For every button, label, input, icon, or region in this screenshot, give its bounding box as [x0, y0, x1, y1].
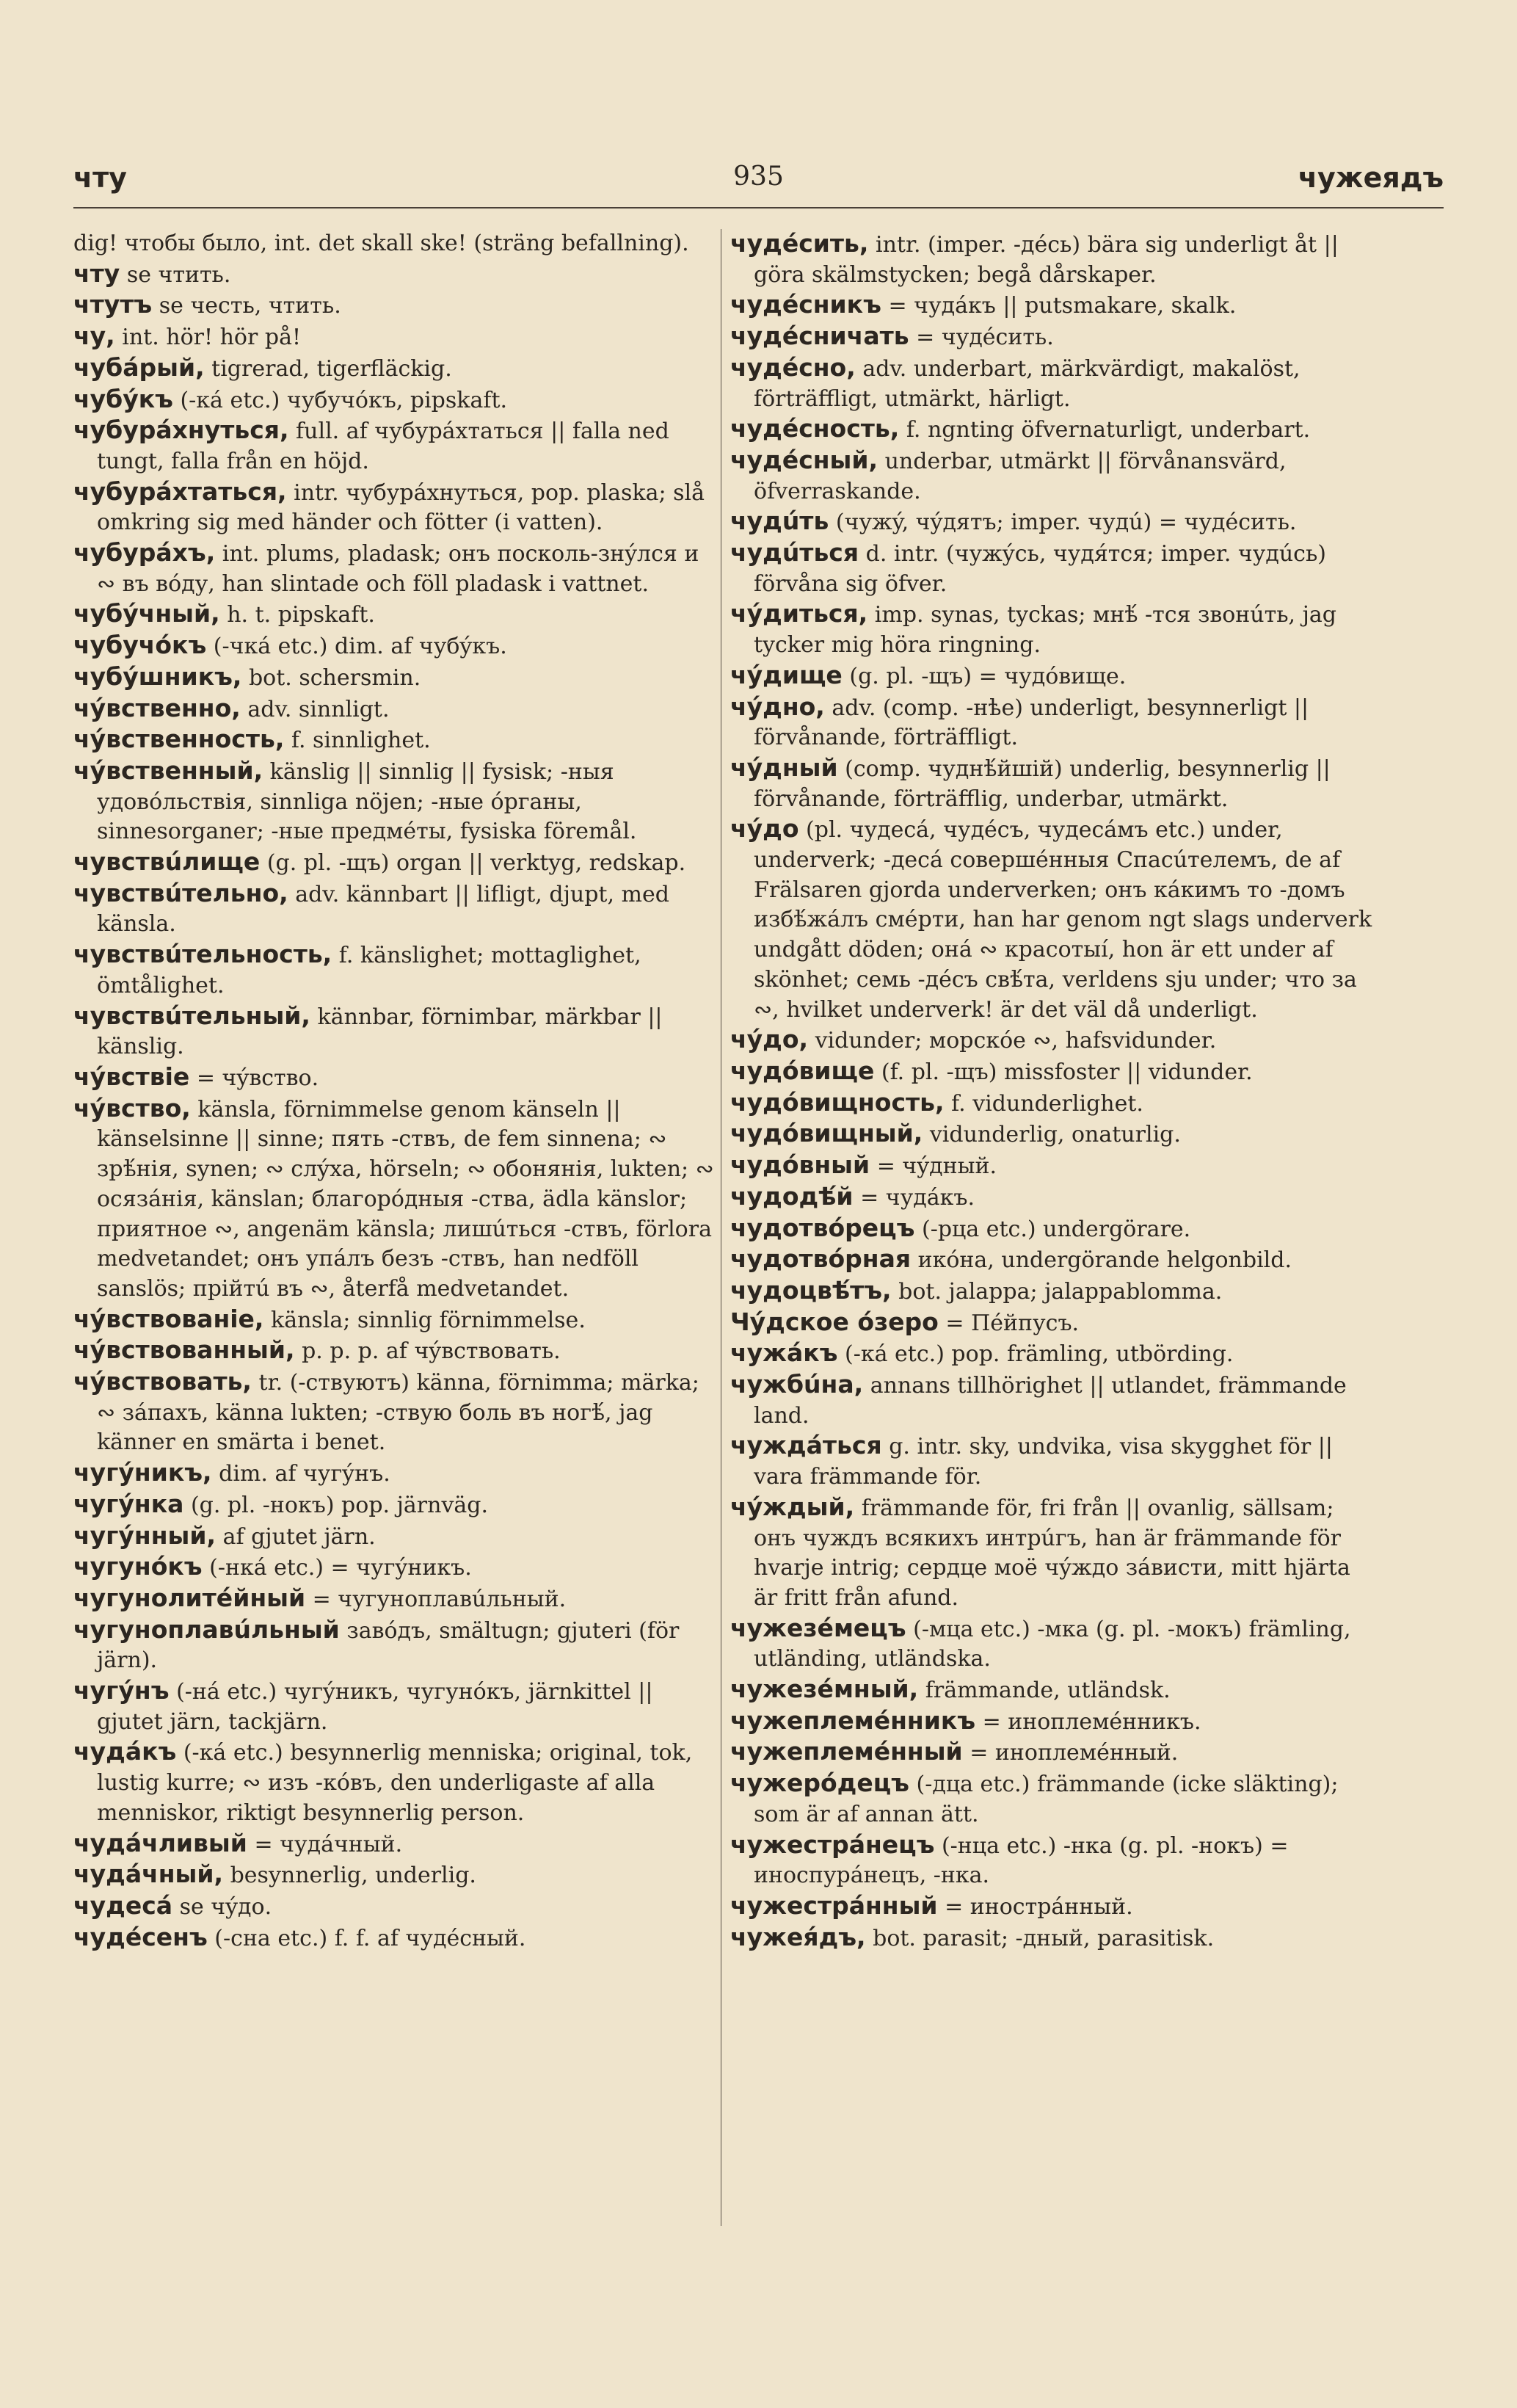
dictionary-entry — [73, 694, 719, 725]
entry-headword: чýдо — [730, 814, 799, 844]
dictionary-entry — [730, 1830, 1376, 1891]
entry-headword: чувствúтельный, — [73, 1001, 310, 1030]
entry-headword: чýждый, — [730, 1492, 855, 1521]
columns — [73, 229, 1444, 2226]
entry-definition: (-чкá etc.) dim. af чубýкъ. — [213, 634, 507, 660]
header-rule — [73, 207, 1444, 208]
dictionary-entry — [730, 1769, 1376, 1829]
dictionary-entry — [73, 940, 719, 1001]
entry-headword: чугýникъ, — [73, 1458, 212, 1487]
dictionary-entry — [73, 1829, 719, 1860]
entry-definition: känslig || sinnlig || fysisk; -ныя удовóльствія, sinnliga nöjen; -ные óрганы, sinnesorganer; -ные предмéты, fysiska föremål. — [97, 758, 637, 845]
entry-definition: (-мца etc.) -мка (g. pl. -мокъ) främling, utländing, utländska. — [754, 1616, 1351, 1672]
entry-definition: = чудáчный. — [254, 1831, 403, 1857]
entry-headword: чубýчный, — [73, 599, 220, 628]
entry-definition: (f. pl. -щъ) missfoster || vidunder. — [881, 1059, 1253, 1085]
dictionary-entry — [73, 290, 719, 322]
entry-definition: underbar, utmärkt || förvånansvärd, öfverraskande. — [754, 448, 1287, 504]
entry-definition: af gjutet järn. — [222, 1523, 376, 1550]
entry-headword: чудéсно, — [730, 352, 856, 382]
entry-headword: чудúться — [730, 538, 859, 567]
dictionary-entry — [730, 692, 1376, 753]
dictionary-entry — [73, 1490, 719, 1521]
dictionary-entry — [73, 1615, 719, 1676]
dictionary-entry — [73, 259, 719, 291]
dictionary-entry — [73, 1923, 719, 1954]
entry-definition: f. ngnting öfvernaturligt, underbart. — [906, 417, 1311, 443]
entry-definition: kännbar, förnimbar, märkbar || känslig. — [97, 1004, 663, 1060]
dictionary-entry — [730, 1150, 1376, 1182]
entry-definition: (pl. чудесá, чудéсъ, чудесáмъ etc.) under, underverk; -десá совершéнныя Спасúтелемъ, de af Frälsaren gjorda underverken; онъ кáкимъ то -домъ избѣ́жáлъ смéрти, han har genom ngt slags underverk undgått döden; онá ∾ красотыí, hon är ett under af skönhet; семь -дéсъ свѣ́та, verldens sju under; что за ∾, hvilket underverk! är det väl då underligt. — [754, 817, 1372, 1023]
dictionary-entry — [73, 477, 719, 538]
entry-definition: se чýдо. — [179, 1893, 272, 1920]
entry-definition: (-нкá etc.) = чугýникъ. — [209, 1555, 472, 1581]
entry-headword: чудоцвѣ́тъ, — [730, 1275, 892, 1305]
entry-definition: imp. synas, tyckas; мнѣ́ -тся звонúть, jag tycker mig höra ringning. — [754, 602, 1337, 659]
entry-definition: = чудéсить. — [916, 324, 1054, 351]
entry-headword: чýвственный, — [73, 755, 263, 785]
entry-definition: tr. (-ствуютъ) känna, förnimma; märka; ∾ зáпахъ, känna lukten; -ствую боль въ ногѣ́, jag känner en smärta i benet. — [97, 1370, 699, 1456]
entry-headword: чудодѣ́й — [730, 1181, 854, 1211]
dictionary-entry — [730, 1182, 1376, 1214]
entry-definition: (-рца etc.) undergörare. — [921, 1216, 1191, 1242]
entry-headword: чубурáхнуться, — [73, 416, 289, 445]
entry-definition: = иноплемéнникъ. — [982, 1708, 1201, 1735]
dictionary-entry — [73, 1584, 719, 1615]
entry-definition: (g. pl. -нокъ) pop. järnväg. — [190, 1492, 489, 1518]
entry-headword: чудотвóрецъ — [730, 1213, 915, 1242]
entry-definition: = чугуноплавúльный. — [312, 1586, 567, 1612]
dictionary-entry — [73, 1335, 719, 1367]
entry-definition: (чужý, чýдятъ; imper. чудú) = чудéсить. — [835, 509, 1297, 536]
entry-headword: чудéсить, — [730, 229, 869, 258]
dictionary-entry — [73, 385, 719, 416]
right-column — [730, 229, 1376, 1954]
entry-headword: чубучóкъ — [73, 631, 207, 660]
header-right-guideword: чужеядъ — [1298, 162, 1444, 194]
entry-headword: чужерóдецъ — [730, 1769, 909, 1798]
entry-definition: dim. af чугýнъ. — [219, 1461, 390, 1487]
entry-headword: чýдно, — [730, 692, 825, 721]
entry-definition: besynnerlig, underlig. — [230, 1863, 476, 1889]
dictionary-entry — [73, 353, 719, 385]
entry-definition: = Пéйпусъ. — [945, 1310, 1080, 1336]
dictionary-entry — [73, 229, 719, 259]
dictionary-entry — [730, 1244, 1376, 1276]
entry-headword: чýвственно, — [73, 693, 241, 722]
dictionary-entry — [730, 753, 1376, 814]
entry-headword: чу, — [73, 322, 115, 351]
entry-definition: = чýвство. — [196, 1065, 319, 1091]
entry-headword: чубурáхъ, — [73, 538, 216, 567]
entry-definition: adv. kännbart || lifligt, djupt, med känsla. — [97, 881, 669, 938]
dictionary-entry — [730, 322, 1376, 353]
entry-definition: int. plums, pladask; онъ посколь-знýлся и ∾ въ вóду, han slintade och föll pladask i vattnet. — [97, 541, 699, 597]
dictionary-entry — [730, 1056, 1376, 1088]
dictionary-entry — [730, 1891, 1376, 1923]
dictionary-entry — [73, 1676, 719, 1737]
running-header — [73, 162, 1444, 206]
entry-headword: чýдо, — [730, 1025, 809, 1054]
dictionary-entry — [73, 1094, 719, 1305]
entry-headword: чудúть — [730, 507, 829, 536]
dictionary-entry — [730, 1308, 1376, 1339]
entry-headword: чужезéмецъ — [730, 1613, 906, 1642]
entry-headword: чубýкъ — [73, 384, 173, 413]
dictionary-entry — [730, 1706, 1376, 1738]
entry-headword: чувствúтельность, — [73, 940, 332, 969]
entry-definition: p. p. p. af чýвствовать. — [302, 1338, 561, 1365]
entry-headword: чугýнный, — [73, 1520, 217, 1550]
dictionary-entry — [730, 1614, 1376, 1675]
entry-headword: чугýнка — [73, 1489, 184, 1518]
entry-headword: чтутъ — [73, 290, 153, 319]
dictionary-entry — [730, 814, 1376, 1025]
dictionary-entry — [730, 1737, 1376, 1769]
entry-definition: full. af чубурáхтаться || falla ned tungt, falla från en höjd. — [97, 418, 669, 474]
entry-definition: se чтить. — [126, 261, 231, 288]
entry-headword: чýвственность, — [73, 725, 285, 754]
entry-definition: икóна, undergörande helgonbild. — [917, 1247, 1292, 1274]
dictionary-entry — [730, 353, 1376, 414]
entry-definition: завóдъ, smältugn; gjuteri (för järn). — [97, 1617, 680, 1674]
entry-headword: чýдиться, — [730, 599, 868, 628]
dictionary-entry — [73, 725, 719, 756]
dictionary-entry — [73, 1552, 719, 1584]
dictionary-entry — [73, 538, 719, 599]
entry-headword: чудéсничать — [730, 322, 909, 351]
dictionary-entry — [730, 599, 1376, 660]
entry-headword: чту — [73, 258, 120, 288]
dictionary-entry — [73, 847, 719, 879]
dictionary-entry — [73, 416, 719, 476]
dictionary-entry — [730, 1338, 1376, 1370]
entry-headword: чугунóкъ — [73, 1552, 203, 1581]
entry-definition: (g. pl. -щъ) organ || verktyg, redskap. — [266, 850, 686, 877]
entry-headword: чубáрый, — [73, 352, 205, 382]
page-number: 935 — [733, 162, 784, 192]
dictionary-entry — [730, 1119, 1376, 1150]
entry-headword: чужеплемéнный — [730, 1737, 963, 1766]
entry-definition: (-нá etc.) чугýникъ, чугунóкъ, järnkittel || gjutet järn, tackjärn. — [97, 1679, 653, 1735]
entry-headword: чувствúлище — [73, 847, 261, 877]
dictionary-entry — [730, 1370, 1376, 1431]
dictionary-entry — [730, 229, 1376, 290]
dictionary-entry — [73, 1891, 719, 1923]
entry-headword: чугунолитéйный — [73, 1583, 306, 1612]
entry-definition: intr. (imper. -дéсь) bära sig underligt åt || göra skälmstycken; begå dårskaper. — [754, 232, 1339, 288]
entry-definition: bot. jalappa; jalappablomma. — [898, 1278, 1223, 1305]
entry-definition: se честь, чтить. — [159, 293, 341, 319]
entry-headword: Чýдское óзеро — [730, 1307, 939, 1336]
dictionary-entry — [73, 1737, 719, 1828]
entry-headword: чужея́дъ, — [730, 1922, 866, 1951]
dictionary-entry — [730, 507, 1376, 538]
entry-definition: annans tillhörighet || utlandet, främmande land. — [754, 1373, 1347, 1429]
entry-headword: чугуноплавúльный — [73, 1614, 340, 1644]
dictionary-entry — [730, 446, 1376, 507]
entry-definition: (-кá etc.) besynnerlig menniska; original, tok, lustig kurre; ∾ изъ -кóвъ, den underligaste af alla menniskor, riktigt besynnerlig person. — [97, 1740, 693, 1826]
entry-headword: чужестрáнецъ — [730, 1829, 935, 1859]
dictionary-entry — [73, 1305, 719, 1336]
entry-headword: чуждáться — [730, 1431, 882, 1460]
entry-headword: чужеплемéнникъ — [730, 1705, 976, 1735]
dictionary-entry — [73, 756, 719, 847]
entry-definition: (g. pl. -щъ) = чудóвище. — [849, 663, 1127, 689]
entry-definition: d. intr. (чужýсь, чудя́тся; imper. чудúсь) förvåna sig öfver. — [754, 541, 1327, 597]
entry-headword: чýвствованіе, — [73, 1304, 264, 1333]
entry-definition: (-нца etc.) -нка (g. pl. -нокъ) = иноспурáнецъ, -нка. — [754, 1832, 1289, 1889]
entry-definition: känsla, förnimmelse genom känseln || känselsinne || sinne; пять -ствъ, de fem sinnena; ∾ зрѣ́нія, synen; ∾ слýха, hörseln; ∾ обонянія, lukten; ∾ осязáнія, känslan; благорóдныя -ства, ädla känslor; приятное ∾, angenäm känsla; лишúться -ствъ, förlora medvetandet; онъ упáлъ безъ -ствъ, han nedföll sanslös; прійтú въ ∾, återfå medvetandet. — [97, 1096, 714, 1302]
header-left-guideword: чту — [73, 162, 127, 194]
entry-definition: = чýдный. — [876, 1153, 997, 1180]
entry-headword: чубурáхтаться, — [73, 476, 287, 506]
entry-headword: чудóвище — [730, 1056, 875, 1085]
entry-headword: чудéсный, — [730, 445, 878, 474]
entry-headword: чужезéмный, — [730, 1675, 919, 1704]
dictionary-entry — [73, 322, 719, 353]
entry-definition: vidunderlig, onaturlig. — [929, 1122, 1181, 1148]
entry-headword: чувствúтельно, — [73, 878, 288, 907]
entry-headword: чужбúна, — [730, 1370, 864, 1399]
dictionary-entry — [730, 1214, 1376, 1245]
dictionary-entry — [730, 1923, 1376, 1954]
entry-definition: f. känslighet; mottaglighet, ömtålighet. — [97, 943, 641, 998]
entry-headword: чудотвóрная — [730, 1244, 912, 1274]
entry-headword: чýвствіе — [73, 1062, 190, 1091]
entry-headword: чужестрáнный — [730, 1890, 938, 1920]
entry-headword: чужáкъ — [730, 1338, 838, 1368]
entry-definition: vidunder; морскóе ∾, hafsvidunder. — [815, 1028, 1217, 1054]
entry-definition: (-сна etc.) f. f. af чудéсный. — [214, 1925, 526, 1951]
entry-definition: f. sinnlighet. — [291, 728, 431, 754]
entry-headword: чýдный — [730, 752, 838, 782]
dictionary-entry — [73, 1367, 719, 1458]
entry-definition: dig! чтобы было, int. det skall ske! (sträng befallning). — [73, 231, 689, 256]
dictionary-entry — [73, 1860, 719, 1891]
entry-definition: (-кá etc.) чубучóкъ, pipskaft. — [180, 387, 508, 413]
dictionary-entry — [73, 662, 719, 694]
dictionary-entry — [730, 1431, 1376, 1492]
entry-headword: чýвствованный, — [73, 1335, 295, 1365]
entry-definition: känsla; sinnlig förnimmelse. — [271, 1307, 586, 1333]
dictionary-entry — [73, 631, 719, 662]
dictionary-entry — [730, 661, 1376, 692]
entry-definition: = чудáкъ. — [860, 1184, 975, 1211]
dictionary-entry — [730, 414, 1376, 446]
entry-headword: чудóвный — [730, 1150, 870, 1180]
entry-definition: h. t. pipskaft. — [227, 602, 375, 628]
entry-definition: = инострáнный. — [945, 1893, 1133, 1920]
dictionary-entry — [730, 1025, 1376, 1056]
entry-headword: чýдище — [730, 660, 843, 689]
dictionary-entry — [73, 1458, 719, 1490]
entry-headword: чудóвищность, — [730, 1087, 945, 1117]
dictionary-entry — [73, 1001, 719, 1062]
entry-definition: (-кá etc.) pop. främling, utbörding. — [845, 1341, 1234, 1368]
entry-definition: bot. parasit; -дный, parasitisk. — [873, 1925, 1215, 1951]
dictionary-entry — [73, 879, 719, 940]
dictionary-entry — [730, 538, 1376, 599]
entry-definition: främmande, utländsk. — [925, 1678, 1171, 1704]
entry-definition: främmande för, fri från || ovanlig, sällsam; онъ чуждъ всякихъ интрúгъ, han är främmande för hvarje intrig; сердце моё чýждо зáвисти, mitt hjärta är fritt från afund. — [754, 1495, 1350, 1611]
entry-headword: чудáчный, — [73, 1860, 224, 1889]
entry-definition: adv. sinnligt. — [247, 696, 390, 722]
dictionary-entry — [73, 1521, 719, 1553]
entry-definition: = чудáкъ || putsmakare, skalk. — [888, 293, 1237, 319]
entry-headword: чудéсникъ — [730, 290, 881, 319]
entry-definition: intr. чубурáхнуться, pop. plaska; slå omkring sig med händer och fötter (i vatten). — [97, 479, 705, 536]
entry-definition: g. intr. sky, undvika, visa skygghet för || vara främmande för. — [754, 1434, 1333, 1490]
entry-headword: чугýнъ — [73, 1676, 170, 1705]
entry-headword: чýвство, — [73, 1093, 191, 1123]
entry-definition: f. vidunderlighet. — [951, 1090, 1143, 1117]
dictionary-entry — [73, 1062, 719, 1094]
entry-definition: (-дца etc.) främmande (icke släkting); som är af annan ätt. — [754, 1771, 1339, 1827]
entry-headword: чудóвищный, — [730, 1119, 923, 1148]
left-column — [73, 229, 719, 1954]
dictionary-entry — [730, 1675, 1376, 1706]
dictionary-entry — [730, 1088, 1376, 1120]
entry-headword: чудáчливый — [73, 1828, 247, 1857]
entry-headword: чубýшникъ, — [73, 661, 242, 691]
dictionary-entry — [730, 290, 1376, 322]
entry-headword: чудéсность, — [730, 414, 900, 443]
dictionary-entry — [73, 599, 719, 631]
entry-definition: (comp. чуднѣ́йшій) underlig, besynnerlig || förvånande, förträfflig, underbar, utmärkt. — [754, 755, 1331, 812]
entry-definition: adv. (comp. -нѣе) underligt, besynnerligt || förvånande, förträffligt. — [754, 695, 1309, 751]
entry-definition: adv. underbart, märkvärdigt, makalöst, förträffligt, utmärkt, härligt. — [754, 355, 1300, 412]
entry-definition: tigrerad, tigerfläckig. — [211, 355, 452, 382]
dictionary-entry — [730, 1493, 1376, 1614]
entry-headword: чýвствовать, — [73, 1367, 252, 1396]
dictionary-entry — [730, 1276, 1376, 1308]
entry-definition: int. hör! hör på! — [122, 324, 302, 351]
entry-definition: = иноплемéнный. — [970, 1740, 1179, 1766]
entry-headword: чудáкъ — [73, 1737, 177, 1766]
entry-headword: чудéсенъ — [73, 1922, 208, 1951]
entry-definition: bot. schersmin. — [248, 664, 421, 691]
entry-headword: чудесá — [73, 1890, 173, 1920]
